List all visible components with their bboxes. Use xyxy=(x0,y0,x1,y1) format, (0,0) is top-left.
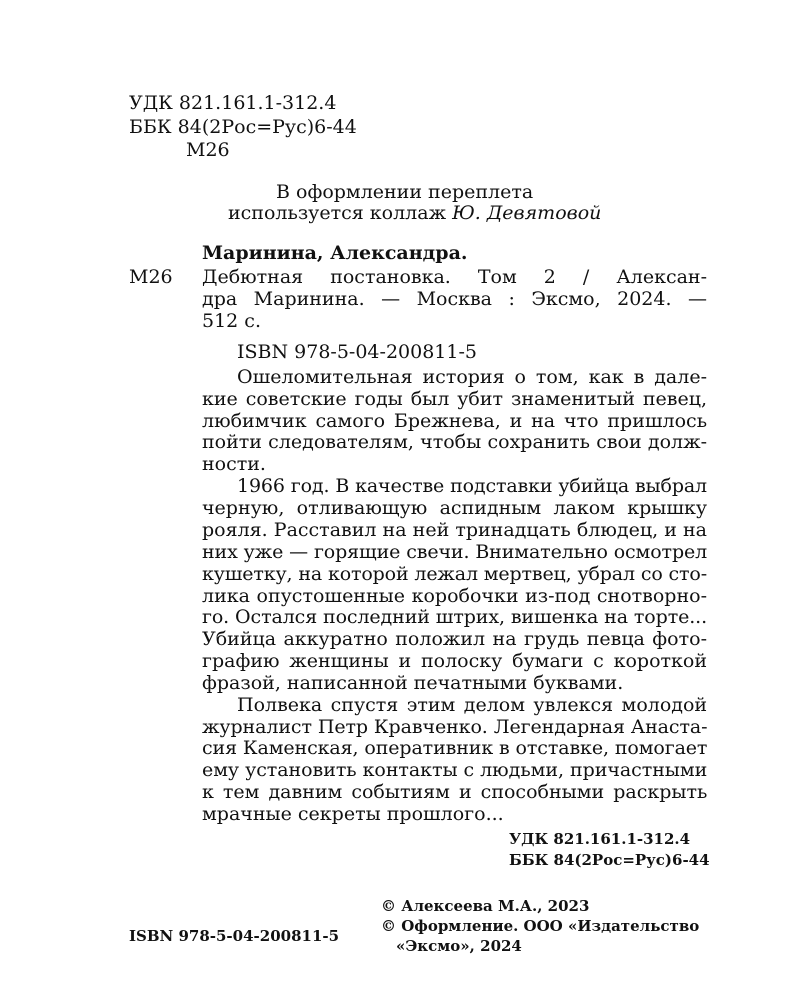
record-isbn: ISBN 978-5-04-200811-5 xyxy=(237,341,477,363)
annotation-p2-line: Убийца аккуратно положил на грудь певца фото- xyxy=(202,628,707,650)
annotation-p3-line: к тем давним событиям и способными раскрыть xyxy=(202,781,708,803)
record-desc-line-1: Дебютная постановка. Том 2 / Алексан- xyxy=(202,266,707,288)
annotation-p2-line: кушетку, на которой лежал мертвец, убрал со сто- xyxy=(202,563,707,585)
annotation-p2-line: го. Остался последний штрих, вишенка на торте... xyxy=(202,606,708,628)
annotation-p2-line: 1966 год. В качестве подставки убийца выбрал xyxy=(237,475,707,497)
annotation-p2-line: черную, отливающую аспидным лаком крышку xyxy=(202,497,708,519)
isbn-bottom: ISBN 978-5-04-200811-5 xyxy=(129,927,340,945)
udk-code-bottom: УДК 821.161.1-312.4 xyxy=(509,830,691,848)
author-mark-top: М26 xyxy=(186,139,230,161)
author-mark-record: М26 xyxy=(129,266,173,288)
annotation-p1-line: кие советские годы был убит знаменитый певец, xyxy=(202,388,707,410)
annotation-p1-line: любимчик самого Брежнева, и на что пришлось xyxy=(202,410,708,432)
annotation-p1-line: ности. xyxy=(202,453,266,475)
cover-note-line-1: В оформлении переплета xyxy=(276,181,534,203)
annotation-p3-line: ему установить контакты с людьми, причастными xyxy=(202,759,708,781)
annotation-p2-line: лика опустошенные коробочки из-под снотворно- xyxy=(202,585,707,607)
udk-code-top: УДК 821.161.1-312.4 xyxy=(129,92,337,114)
annotation-p2-line: рояля. Расставил на ней тринадцать блюдец, и на xyxy=(202,519,707,541)
author-heading: Маринина, Александра. xyxy=(202,242,468,264)
cover-note-line-2 xyxy=(228,203,601,224)
annotation-p2-line: них уже — горящие свечи. Внимательно осмотрел xyxy=(202,541,708,563)
annotation-p3-line: журналист Петр Кравченко. Легендарная Анаста- xyxy=(202,716,708,738)
bbk-code-top: ББК 84(2Рос=Рус)6-44 xyxy=(129,116,357,138)
annotation-p2-line: фразой, написанной печатными буквами. xyxy=(202,672,624,694)
copyright-line-3: «Эксмо», 2024 xyxy=(396,937,522,955)
cover-note-artist: Ю. Девятовой xyxy=(452,202,602,224)
annotation-p1-line: пойти следователям, чтобы сохранить свои долж- xyxy=(202,431,707,453)
copyright-line-1: © Алексеева М.А., 2023 xyxy=(381,897,590,915)
cover-note-prefix: используется коллаж xyxy=(228,202,453,224)
record-desc-line-2: дра Маринина. — Москва : Эксмо, 2024. — xyxy=(202,288,707,310)
annotation-p2-line: графию женщины и полоску бумаги с короткой xyxy=(202,650,707,672)
annotation-p3-line: мрачные секреты прошлого... xyxy=(202,803,504,825)
copyright-line-2: © Оформление. ООО «Издательство xyxy=(381,917,700,935)
annotation-p3-line: сия Каменская, оперативник в отставке, помогает xyxy=(202,737,708,759)
annotation-p1-line: Ошеломительная история о том, как в дале- xyxy=(237,366,707,388)
annotation-p3-line: Полвека спустя этим делом увлекся молодой xyxy=(237,694,708,716)
bbk-code-bottom: ББК 84(2Рос=Рус)6-44 xyxy=(509,851,710,869)
record-desc-line-3: 512 с. xyxy=(202,310,261,332)
